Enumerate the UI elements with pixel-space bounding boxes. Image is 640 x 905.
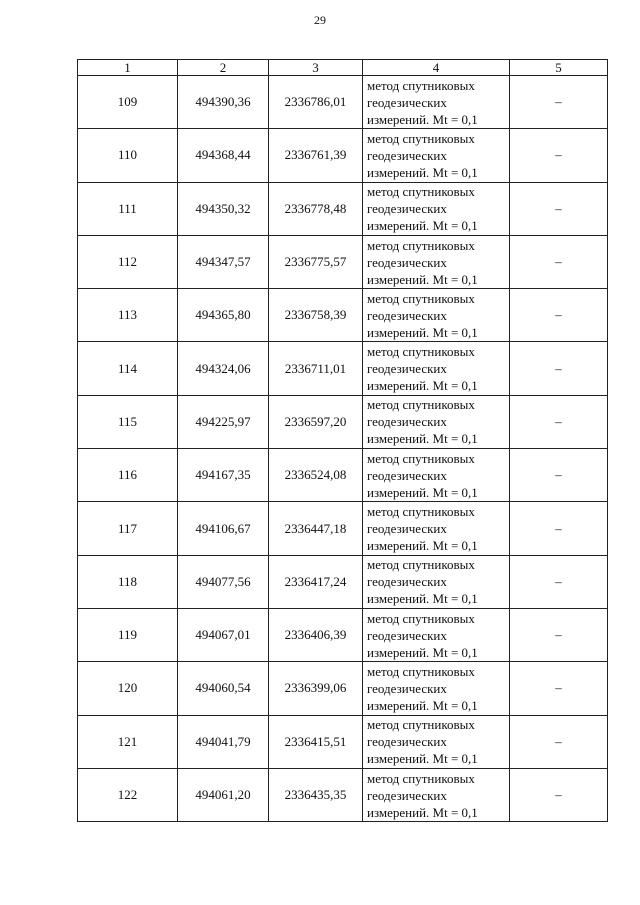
x-coordinate-cell: 494061,20 (178, 768, 269, 821)
point-cell: 109 (78, 76, 178, 129)
method-line: геодезических (367, 467, 447, 483)
y-coordinate-cell: 2336761,39 (269, 129, 363, 182)
x-coordinate-cell: 494365,80 (178, 289, 269, 342)
method-cell (363, 129, 510, 182)
table-row (78, 182, 608, 235)
y-coordinate-cell: 2336524,08 (269, 449, 363, 502)
header-col-1: 1 (78, 60, 178, 76)
point-cell: 111 (78, 182, 178, 235)
method-line: метод спутниковых (367, 397, 475, 413)
note-cell: – (510, 662, 608, 715)
table-row (78, 289, 608, 342)
y-coordinate-cell: 2336786,01 (269, 76, 363, 129)
method-line: геодезических (367, 147, 447, 163)
point-cell: 115 (78, 395, 178, 448)
header-col-5: 5 (510, 60, 608, 76)
method-line: геодезических (367, 307, 447, 323)
page-number: 29 (314, 13, 326, 27)
table-row (78, 395, 608, 448)
point-cell: 110 (78, 129, 178, 182)
method-cell (363, 662, 510, 715)
method-line: геодезических (367, 201, 447, 217)
method-line: геодезических (367, 734, 447, 750)
note-cell: – (510, 182, 608, 235)
x-coordinate-cell: 494350,32 (178, 182, 269, 235)
method-line: измерений. Mt = 0,1 (367, 804, 478, 820)
note-cell: – (510, 76, 608, 129)
method-line: метод спутниковых (367, 130, 475, 146)
method-cell (363, 342, 510, 395)
method-line: измерений. Mt = 0,1 (367, 111, 478, 127)
x-coordinate-cell: 494225,97 (178, 395, 269, 448)
method-cell (363, 235, 510, 288)
note-cell: – (510, 129, 608, 182)
method-line: метод спутниковых (367, 344, 475, 360)
method-line: измерений. Mt = 0,1 (367, 431, 478, 447)
x-coordinate-cell: 494390,36 (178, 76, 269, 129)
x-coordinate-cell: 494106,67 (178, 502, 269, 555)
note-cell: – (510, 342, 608, 395)
x-coordinate-cell: 494347,57 (178, 235, 269, 288)
y-coordinate-cell: 2336435,35 (269, 768, 363, 821)
method-cell (363, 449, 510, 502)
method-line: геодезических (367, 254, 447, 270)
method-line: геодезических (367, 787, 447, 803)
point-cell: 118 (78, 555, 178, 608)
method-line: измерений. Mt = 0,1 (367, 324, 478, 340)
y-coordinate-cell: 2336406,39 (269, 608, 363, 661)
y-coordinate-cell: 2336775,57 (269, 235, 363, 288)
point-cell: 121 (78, 715, 178, 768)
method-line: геодезических (367, 521, 447, 537)
method-cell (363, 289, 510, 342)
method-line: геодезических (367, 574, 447, 590)
y-coordinate-cell: 2336399,06 (269, 662, 363, 715)
table-row (78, 76, 608, 129)
method-cell (363, 502, 510, 555)
method-line: измерений. Mt = 0,1 (367, 218, 478, 234)
y-coordinate-cell: 2336711,01 (269, 342, 363, 395)
header-col-2: 2 (178, 60, 269, 76)
method-cell (363, 715, 510, 768)
method-line: измерений. Mt = 0,1 (367, 271, 478, 287)
method-line: геодезических (367, 94, 447, 110)
note-cell: – (510, 235, 608, 288)
header-col-3: 3 (269, 60, 363, 76)
note-cell: – (510, 395, 608, 448)
method-line: метод спутниковых (367, 504, 475, 520)
method-line: метод спутниковых (367, 717, 475, 733)
method-line: метод спутниковых (367, 184, 475, 200)
note-cell: – (510, 608, 608, 661)
header-col-4: 4 (363, 60, 510, 76)
y-coordinate-cell: 2336417,24 (269, 555, 363, 608)
note-cell: – (510, 715, 608, 768)
method-line: метод спутниковых (367, 770, 475, 786)
table-row (78, 662, 608, 715)
note-cell: – (510, 449, 608, 502)
method-line: геодезических (367, 361, 447, 377)
y-coordinate-cell: 2336758,39 (269, 289, 363, 342)
method-cell (363, 182, 510, 235)
method-line: измерений. Mt = 0,1 (367, 538, 478, 554)
table-body (78, 76, 608, 822)
method-line: геодезических (367, 627, 447, 643)
point-cell: 113 (78, 289, 178, 342)
y-coordinate-cell: 2336597,20 (269, 395, 363, 448)
method-line: метод спутниковых (367, 557, 475, 573)
method-cell (363, 768, 510, 821)
table-row (78, 555, 608, 608)
note-cell: – (510, 502, 608, 555)
table-header-row (78, 60, 608, 76)
point-cell: 116 (78, 449, 178, 502)
table-row (78, 129, 608, 182)
table-row (78, 768, 608, 821)
method-line: измерений. Mt = 0,1 (367, 484, 478, 500)
method-line: измерений. Mt = 0,1 (367, 697, 478, 713)
method-line: метод спутниковых (367, 610, 475, 626)
point-cell: 120 (78, 662, 178, 715)
x-coordinate-cell: 494077,56 (178, 555, 269, 608)
method-cell (363, 76, 510, 129)
method-line: измерений. Mt = 0,1 (367, 164, 478, 180)
y-coordinate-cell: 2336415,51 (269, 715, 363, 768)
method-line: метод спутниковых (367, 77, 475, 93)
x-coordinate-cell: 494324,06 (178, 342, 269, 395)
y-coordinate-cell: 2336447,18 (269, 502, 363, 555)
point-cell: 119 (78, 608, 178, 661)
table-row (78, 235, 608, 288)
method-line: метод спутниковых (367, 663, 475, 679)
method-line: метод спутниковых (367, 290, 475, 306)
method-line: измерений. Mt = 0,1 (367, 644, 478, 660)
coordinates-table (77, 59, 608, 822)
method-line: геодезических (367, 414, 447, 430)
x-coordinate-cell: 494167,35 (178, 449, 269, 502)
y-coordinate-cell: 2336778,48 (269, 182, 363, 235)
method-line: измерений. Mt = 0,1 (367, 378, 478, 394)
table-row (78, 342, 608, 395)
method-line: измерений. Mt = 0,1 (367, 591, 478, 607)
note-cell: – (510, 289, 608, 342)
x-coordinate-cell: 494041,79 (178, 715, 269, 768)
point-cell: 117 (78, 502, 178, 555)
method-line: измерений. Mt = 0,1 (367, 751, 478, 767)
method-line: геодезических (367, 680, 447, 696)
table-row (78, 449, 608, 502)
method-line: метод спутниковых (367, 237, 475, 253)
table-row (78, 715, 608, 768)
method-cell (363, 395, 510, 448)
method-cell (363, 555, 510, 608)
point-cell: 114 (78, 342, 178, 395)
point-cell: 112 (78, 235, 178, 288)
method-line: метод спутниковых (367, 450, 475, 466)
note-cell: – (510, 555, 608, 608)
x-coordinate-cell: 494067,01 (178, 608, 269, 661)
table-row (78, 502, 608, 555)
note-cell: – (510, 768, 608, 821)
x-coordinate-cell: 494060,54 (178, 662, 269, 715)
table-row (78, 608, 608, 661)
point-cell: 122 (78, 768, 178, 821)
method-cell (363, 608, 510, 661)
x-coordinate-cell: 494368,44 (178, 129, 269, 182)
